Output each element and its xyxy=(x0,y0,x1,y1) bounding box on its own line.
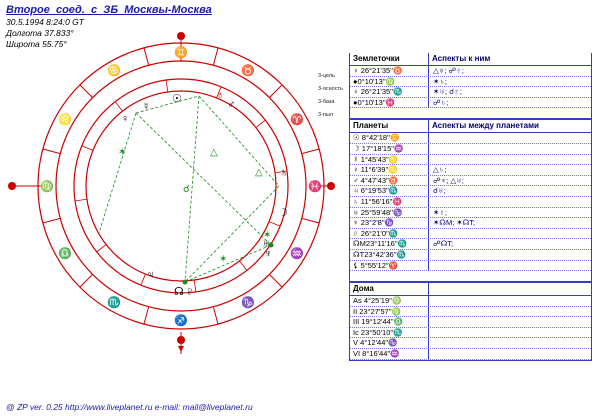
table-row[interactable] xyxy=(350,307,591,318)
houses-section xyxy=(350,283,591,361)
sign-divider xyxy=(144,48,149,65)
aspect-cell xyxy=(429,155,591,165)
position-cell: ♀ 26°21'35''♉ xyxy=(350,66,429,76)
planets-col1: Планеты xyxy=(350,120,429,132)
position-cell: ●0°10'13''♍ xyxy=(350,77,429,87)
table-row[interactable] xyxy=(350,87,591,98)
aspect-cell: △♅; ☍♇; xyxy=(433,66,464,75)
aspect-line xyxy=(136,113,271,245)
table-row[interactable] xyxy=(350,77,591,88)
position-cell: ♂ 4°47'43''♉ xyxy=(350,176,429,186)
aspect-cell xyxy=(429,197,591,207)
chart-title[interactable]: Второе_соед._с_ЗБ_Москвы-Москва xyxy=(6,4,212,16)
house-divider xyxy=(141,274,145,285)
table-row[interactable] xyxy=(350,239,591,250)
dsc-marker-icon[interactable] xyxy=(327,182,335,190)
house-divider xyxy=(82,146,93,150)
zodiac-sign-icon[interactable]: ♒ xyxy=(290,248,304,260)
table-row[interactable] xyxy=(350,197,591,208)
aspect-cell: ☍☊T; xyxy=(433,239,454,249)
sign-divider xyxy=(269,274,282,287)
sign-divider xyxy=(43,149,60,154)
position-cell: ♀ 26°21'35''♏ xyxy=(350,87,429,97)
inner-ring xyxy=(86,91,276,281)
position-cell: ☊M23°11'16''♏ xyxy=(350,239,429,249)
house-divider xyxy=(75,199,87,201)
position-cell: ⚸ 5°55'12''♈ xyxy=(350,261,429,271)
mars-icon[interactable]: ♂ xyxy=(227,99,236,111)
aspect-line xyxy=(199,96,279,186)
zodiac-sign-icon[interactable]: ♑ xyxy=(241,297,255,310)
venus-icon[interactable]: ♀ xyxy=(121,113,130,125)
position-cell: ♇ 26°21'0''♏ xyxy=(350,229,429,239)
earth-points-header xyxy=(350,53,591,66)
sextile-mark-3: ✶ xyxy=(263,230,272,241)
table-row[interactable] xyxy=(350,328,591,339)
aspect-cell xyxy=(429,133,591,143)
position-cell: As 4°25'19''♍ xyxy=(350,296,429,306)
house-divider xyxy=(256,120,265,127)
table-row[interactable] xyxy=(350,296,591,307)
position-cell: ♄ 11°56'16''♓ xyxy=(350,197,429,207)
aspect-cell xyxy=(429,144,591,154)
aspect-cell xyxy=(429,328,591,338)
house-divider xyxy=(194,280,196,292)
earth-points-col2: Аспекты к ним xyxy=(432,54,491,63)
aspect-cell: ✶♄; xyxy=(433,76,447,86)
position-cell: II 23°27'57''♍ xyxy=(350,307,429,317)
table-row[interactable] xyxy=(350,261,591,272)
house-labels xyxy=(318,70,343,122)
planets-section xyxy=(350,120,591,283)
table-row[interactable] xyxy=(350,165,591,176)
aspect-cell xyxy=(429,229,591,239)
table-spacer xyxy=(350,108,591,119)
position-cell: ☽ 17°18'15''♒ xyxy=(350,144,429,154)
sign-divider xyxy=(80,85,93,98)
trine-mark-2: △ xyxy=(255,167,263,178)
position-cell: VI 8°16'44''♒ xyxy=(350,349,429,359)
chart-latitude: Широта 55.75° xyxy=(6,39,67,49)
mercury-icon[interactable]: ☿ xyxy=(142,101,151,113)
houses-col2 xyxy=(429,283,591,295)
pluto-icon[interactable]: ♇ xyxy=(186,286,195,298)
position-cell: ♀ 11°6'39''♋ xyxy=(350,165,429,175)
sextile-mark-2: ✶ xyxy=(219,254,228,265)
planet-ring xyxy=(74,79,288,293)
house-divider xyxy=(166,80,168,92)
aspect-cell: △♄; xyxy=(433,165,447,175)
house-label: 3-база xyxy=(318,99,335,105)
position-cell: ☉ 8°42'18''♊ xyxy=(350,133,429,143)
zodiac-sign-icon[interactable]: ♍ xyxy=(40,181,54,193)
asc-marker-icon[interactable] xyxy=(8,182,16,190)
aspect-cell xyxy=(429,296,591,306)
ic-marker-icon[interactable] xyxy=(177,336,185,344)
sextile-mark-1: ✶ xyxy=(118,147,127,158)
table-row[interactable] xyxy=(350,186,591,197)
sign-divider xyxy=(302,149,319,154)
sun-icon[interactable]: ☉ xyxy=(172,93,182,105)
aspect-cell xyxy=(429,250,591,260)
house-label: 3-пыл xyxy=(318,112,334,118)
aspect-cell: ✶♅; ☌♇; xyxy=(433,87,462,97)
table-row[interactable] xyxy=(350,66,591,77)
table-row[interactable] xyxy=(350,349,591,360)
table-row[interactable] xyxy=(350,317,591,328)
houses-col1: Дома xyxy=(350,283,429,295)
position-cell: ☿ 1°45'43''♋ xyxy=(350,155,429,165)
position-cell: ☊T23°42'36''♏ xyxy=(350,250,429,260)
trine-mark-1: △ xyxy=(210,147,218,158)
house-label: 3-ясность xyxy=(318,86,343,92)
node-icon[interactable]: ☊ xyxy=(174,286,184,298)
table-row[interactable] xyxy=(350,176,591,187)
zodiac-sign-icon[interactable]: ♓ xyxy=(308,181,322,193)
conjunction-mark: ☌ xyxy=(183,184,190,195)
zodiac-sign-icon[interactable]: ♌ xyxy=(58,114,72,126)
position-cell: ♆ 23°2'8''♑ xyxy=(350,218,429,228)
positions-table xyxy=(349,53,592,361)
aspect-cell: ✶♇; xyxy=(433,207,447,217)
position-cell: ●0°10'13''♓ xyxy=(350,98,429,108)
table-row[interactable] xyxy=(350,208,591,219)
aspect-cell: ✶☊M; ✶☊T; xyxy=(433,218,476,228)
earth-points-section xyxy=(350,53,591,120)
table-row[interactable] xyxy=(350,250,591,261)
jupiter-icon[interactable]: ♃ xyxy=(146,269,155,281)
position-cell: Ic 23°50'10''♏ xyxy=(350,328,429,338)
moon-icon[interactable]: ☽ xyxy=(278,207,288,219)
aspect-cell: ☌♅; xyxy=(433,186,446,196)
zodiac-sign-icon[interactable]: ♐ xyxy=(174,315,188,327)
aspect-cell xyxy=(429,338,591,348)
aspect-line xyxy=(185,245,271,282)
chart-datetime: 30.5.1994 8:24:0 GT xyxy=(6,17,84,27)
table-row[interactable] xyxy=(350,155,591,166)
aspect-cell xyxy=(429,349,591,359)
earth-points-col1: Землеточки xyxy=(350,53,429,65)
zodiac-sign-icon[interactable]: ♉ xyxy=(241,64,255,77)
zodiac-sign-icon[interactable]: ♏ xyxy=(107,297,121,310)
zodiac-sign-icon[interactable]: ♊ xyxy=(174,47,188,59)
saturn-icon[interactable]: ♄ xyxy=(280,167,289,179)
sign-divider xyxy=(269,85,282,98)
footer-credits[interactable]: @ ZP ver. 0.25 http://www.liveplanet.ru e-mail: mail@liveplanet.ru xyxy=(6,402,253,412)
planets-col2: Аспекты между планетами xyxy=(432,121,539,131)
house-divider xyxy=(115,102,122,111)
chart-planets xyxy=(121,89,288,298)
table-row[interactable] xyxy=(350,229,591,240)
table-row[interactable] xyxy=(350,133,591,144)
sign-divider xyxy=(302,218,319,223)
aspect-cell: ☍♆; △♅; xyxy=(433,175,464,185)
mc-marker-icon[interactable] xyxy=(177,32,185,40)
aspect-cell xyxy=(429,261,591,271)
zodiac-sign-icon[interactable]: ♈ xyxy=(290,114,304,126)
zodiac-sign-icon[interactable]: ♎ xyxy=(58,248,72,260)
table-spacer xyxy=(350,271,591,282)
position-cell: ♅ 25°59'48''♑ xyxy=(350,208,429,218)
house-divider xyxy=(239,261,246,270)
midheaven-icon[interactable]: ♁ xyxy=(216,89,225,101)
houses-header xyxy=(350,283,591,296)
sign-divider xyxy=(80,274,93,287)
sign-divider xyxy=(213,48,218,65)
planets-header xyxy=(350,120,591,133)
table-row[interactable] xyxy=(350,218,591,229)
aspect-cell xyxy=(429,317,591,327)
position-cell: III 19°12'44''♎ xyxy=(350,317,429,327)
table-row[interactable] xyxy=(350,98,591,109)
house-divider xyxy=(97,244,106,251)
chart-longitude: Долгота 37.833° xyxy=(6,28,74,38)
zodiac-sign-icon[interactable]: ♋ xyxy=(107,64,121,77)
ic-arrow-icon xyxy=(178,346,184,352)
aspect-cell xyxy=(429,307,591,317)
position-cell: ♃ 6°19'53''♏ xyxy=(350,186,429,196)
house-label: 3-цель xyxy=(318,73,335,79)
aspect-cell: ☍♄; xyxy=(433,97,449,107)
table-row[interactable] xyxy=(350,338,591,349)
aspect-line xyxy=(99,113,136,233)
sign-divider xyxy=(43,218,60,223)
sign-dividers xyxy=(43,48,319,324)
house-divider xyxy=(269,222,280,226)
table-row[interactable] xyxy=(350,144,591,155)
sign-divider xyxy=(144,307,149,324)
aspect-point xyxy=(183,280,188,285)
sign-divider xyxy=(213,307,218,324)
uranus-icon[interactable]: ♅ xyxy=(262,238,271,250)
neptune-icon[interactable]: ♆ xyxy=(264,248,273,260)
position-cell: V 4°12'44''♑ xyxy=(350,338,429,348)
